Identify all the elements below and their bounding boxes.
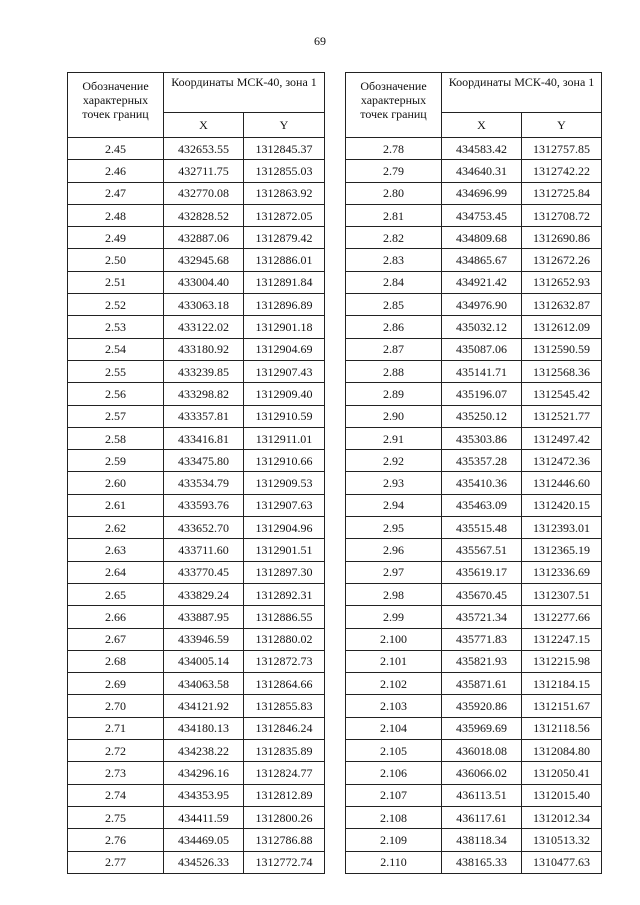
y-cell: 1312901.51 — [244, 539, 325, 561]
y-cell: 1312907.63 — [244, 494, 325, 516]
point-cell: 2.85 — [346, 294, 442, 316]
table-row — [68, 427, 325, 449]
table-row — [68, 762, 325, 784]
x-cell: 436113.51 — [442, 784, 522, 806]
x-cell: 435087.06 — [442, 338, 522, 360]
y-cell: 1312690.86 — [522, 227, 602, 249]
y-cell: 1312845.37 — [244, 138, 325, 160]
x-cell: 434353.95 — [164, 784, 244, 806]
x-cell: 433946.59 — [164, 628, 244, 650]
y-cell: 1312521.77 — [522, 405, 602, 427]
y-cell: 1312632.87 — [522, 294, 602, 316]
y-cell: 1312118.56 — [522, 717, 602, 739]
x-cell: 436018.08 — [442, 740, 522, 762]
y-cell: 1312897.30 — [244, 561, 325, 583]
point-cell: 2.57 — [68, 405, 164, 427]
point-cell: 2.104 — [346, 717, 442, 739]
point-cell: 2.92 — [346, 450, 442, 472]
y-cell: 1312590.59 — [522, 338, 602, 360]
y-cell: 1312050.41 — [522, 762, 602, 784]
x-cell: 434063.58 — [164, 673, 244, 695]
point-cell: 2.64 — [68, 561, 164, 583]
x-cell: 435771.83 — [442, 628, 522, 650]
table-row — [68, 740, 325, 762]
y-cell: 1312886.55 — [244, 606, 325, 628]
y-cell: 1312365.19 — [522, 539, 602, 561]
point-cell: 2.100 — [346, 628, 442, 650]
point-cell: 2.90 — [346, 405, 442, 427]
point-cell: 2.106 — [346, 762, 442, 784]
table-row — [68, 405, 325, 427]
y-cell: 1312612.09 — [522, 316, 602, 338]
point-cell: 2.53 — [68, 316, 164, 338]
y-cell: 1312879.42 — [244, 227, 325, 249]
y-cell: 1312672.26 — [522, 249, 602, 271]
table-row — [68, 360, 325, 382]
x-cell: 438118.34 — [442, 829, 522, 851]
table-row — [346, 182, 602, 204]
x-cell: 433357.81 — [164, 405, 244, 427]
coordinates-table-right — [345, 72, 602, 874]
x-cell: 435721.34 — [442, 606, 522, 628]
table-row — [346, 628, 602, 650]
point-cell: 2.88 — [346, 360, 442, 382]
y-cell: 1312420.15 — [522, 494, 602, 516]
x-cell: 435567.51 — [442, 539, 522, 561]
table-row — [68, 517, 325, 539]
coordinates-table-left — [67, 72, 325, 874]
y-cell: 1312084.80 — [522, 740, 602, 762]
point-cell: 2.82 — [346, 227, 442, 249]
table-row — [346, 494, 602, 516]
y-cell: 1312545.42 — [522, 383, 602, 405]
x-cell: 434121.92 — [164, 695, 244, 717]
table-row — [68, 628, 325, 650]
x-cell: 434640.31 — [442, 160, 522, 182]
table-row — [346, 762, 602, 784]
table-row — [346, 450, 602, 472]
table-row — [346, 695, 602, 717]
table-row — [346, 583, 602, 605]
y-cell: 1312896.89 — [244, 294, 325, 316]
table-row — [346, 717, 602, 739]
y-cell: 1312904.96 — [244, 517, 325, 539]
table-row — [346, 539, 602, 561]
table-row — [68, 383, 325, 405]
table-row — [68, 249, 325, 271]
table-row — [68, 494, 325, 516]
y-cell: 1312184.15 — [522, 673, 602, 695]
x-cell: 433122.02 — [164, 316, 244, 338]
y-cell: 1310513.32 — [522, 829, 602, 851]
point-cell: 2.68 — [68, 650, 164, 672]
x-cell: 432770.08 — [164, 182, 244, 204]
table-row — [68, 160, 325, 182]
x-cell: 433063.18 — [164, 294, 244, 316]
table-row — [346, 673, 602, 695]
x-cell: 435920.86 — [442, 695, 522, 717]
point-cell: 2.60 — [68, 472, 164, 494]
y-cell: 1312863.92 — [244, 182, 325, 204]
x-cell: 432887.06 — [164, 227, 244, 249]
x-cell: 433180.92 — [164, 338, 244, 360]
y-cell: 1312568.36 — [522, 360, 602, 382]
table-row — [68, 784, 325, 806]
point-cell: 2.61 — [68, 494, 164, 516]
table-row — [346, 138, 602, 160]
point-label-header: Обозначение характерных точек границ — [346, 73, 442, 138]
table-row — [346, 740, 602, 762]
x-cell: 433239.85 — [164, 360, 244, 382]
y-cell: 1312472.36 — [522, 450, 602, 472]
coordinates-group-header: Координаты МСК-40, зона 1 — [442, 73, 602, 113]
x-cell: 435619.17 — [442, 561, 522, 583]
x-cell: 436117.61 — [442, 806, 522, 828]
coordinates-group-header: Координаты МСК-40, зона 1 — [164, 73, 325, 113]
point-cell: 2.78 — [346, 138, 442, 160]
x-cell: 435357.28 — [442, 450, 522, 472]
y-cell: 1312855.03 — [244, 160, 325, 182]
point-cell: 2.52 — [68, 294, 164, 316]
point-cell: 2.107 — [346, 784, 442, 806]
x-cell: 435141.71 — [442, 360, 522, 382]
x-cell: 434238.22 — [164, 740, 244, 762]
point-cell: 2.103 — [346, 695, 442, 717]
point-cell: 2.48 — [68, 204, 164, 226]
table-row — [346, 360, 602, 382]
x-cell: 433829.24 — [164, 583, 244, 605]
x-cell: 434976.90 — [442, 294, 522, 316]
x-cell: 433534.79 — [164, 472, 244, 494]
x-cell: 432945.68 — [164, 249, 244, 271]
table-row — [68, 650, 325, 672]
table-row — [68, 673, 325, 695]
table-row — [346, 650, 602, 672]
y-cell: 1312812.89 — [244, 784, 325, 806]
table-row — [68, 695, 325, 717]
y-cell: 1312824.77 — [244, 762, 325, 784]
table-row — [346, 383, 602, 405]
x-cell: 433593.76 — [164, 494, 244, 516]
x-cell: 434865.67 — [442, 249, 522, 271]
table-row — [346, 606, 602, 628]
x-cell: 432711.75 — [164, 160, 244, 182]
y-cell: 1312800.26 — [244, 806, 325, 828]
point-cell: 2.97 — [346, 561, 442, 583]
point-cell: 2.93 — [346, 472, 442, 494]
point-cell: 2.102 — [346, 673, 442, 695]
table-row — [68, 204, 325, 226]
point-cell: 2.71 — [68, 717, 164, 739]
point-cell: 2.67 — [68, 628, 164, 650]
x-cell: 434469.05 — [164, 829, 244, 851]
point-cell: 2.62 — [68, 517, 164, 539]
y-cell: 1312892.31 — [244, 583, 325, 605]
x-cell: 434921.42 — [442, 271, 522, 293]
point-cell: 2.109 — [346, 829, 442, 851]
y-cell: 1312835.89 — [244, 740, 325, 762]
y-cell: 1312652.93 — [522, 271, 602, 293]
table-row — [68, 717, 325, 739]
x-cell: 435303.86 — [442, 427, 522, 449]
x-cell: 438165.33 — [442, 851, 522, 873]
point-cell: 2.55 — [68, 360, 164, 382]
point-cell: 2.96 — [346, 539, 442, 561]
point-cell: 2.73 — [68, 762, 164, 784]
y-cell: 1312393.01 — [522, 517, 602, 539]
x-cell: 433475.80 — [164, 450, 244, 472]
point-cell: 2.95 — [346, 517, 442, 539]
point-cell: 2.87 — [346, 338, 442, 360]
table-row — [68, 561, 325, 583]
x-cell: 434180.13 — [164, 717, 244, 739]
x-cell: 434526.33 — [164, 851, 244, 873]
y-column-header: Y — [244, 113, 325, 138]
point-cell: 2.75 — [68, 806, 164, 828]
x-column-header: X — [442, 113, 522, 138]
point-cell: 2.81 — [346, 204, 442, 226]
point-cell: 2.54 — [68, 338, 164, 360]
point-cell: 2.50 — [68, 249, 164, 271]
y-cell: 1312909.40 — [244, 383, 325, 405]
table-row — [346, 227, 602, 249]
y-cell: 1312872.73 — [244, 650, 325, 672]
table-row — [68, 539, 325, 561]
point-cell: 2.99 — [346, 606, 442, 628]
point-cell: 2.45 — [68, 138, 164, 160]
point-cell: 2.49 — [68, 227, 164, 249]
x-cell: 433004.40 — [164, 271, 244, 293]
point-cell: 2.47 — [68, 182, 164, 204]
point-cell: 2.72 — [68, 740, 164, 762]
point-cell: 2.56 — [68, 383, 164, 405]
y-cell: 1312772.74 — [244, 851, 325, 873]
x-cell: 435515.48 — [442, 517, 522, 539]
x-cell: 435670.45 — [442, 583, 522, 605]
y-cell: 1312497.42 — [522, 427, 602, 449]
y-cell: 1312336.69 — [522, 561, 602, 583]
x-cell: 433770.45 — [164, 561, 244, 583]
table-row — [68, 227, 325, 249]
point-cell: 2.74 — [68, 784, 164, 806]
table-row — [68, 138, 325, 160]
table-row — [68, 271, 325, 293]
x-cell: 435871.61 — [442, 673, 522, 695]
table-row — [68, 472, 325, 494]
y-cell: 1312901.18 — [244, 316, 325, 338]
point-cell: 2.59 — [68, 450, 164, 472]
point-cell: 2.110 — [346, 851, 442, 873]
point-cell: 2.94 — [346, 494, 442, 516]
y-cell: 1312910.59 — [244, 405, 325, 427]
x-cell: 432653.55 — [164, 138, 244, 160]
table-row — [68, 851, 325, 873]
x-cell: 433711.60 — [164, 539, 244, 561]
x-cell: 434753.45 — [442, 204, 522, 226]
y-cell: 1312757.85 — [522, 138, 602, 160]
y-cell: 1312880.02 — [244, 628, 325, 650]
table-row — [68, 806, 325, 828]
point-cell: 2.79 — [346, 160, 442, 182]
y-cell: 1312446.60 — [522, 472, 602, 494]
point-cell: 2.86 — [346, 316, 442, 338]
y-cell: 1312855.83 — [244, 695, 325, 717]
y-cell: 1310477.63 — [522, 851, 602, 873]
point-cell: 2.84 — [346, 271, 442, 293]
table-row — [346, 427, 602, 449]
point-cell: 2.91 — [346, 427, 442, 449]
point-cell: 2.89 — [346, 383, 442, 405]
y-cell: 1312846.24 — [244, 717, 325, 739]
point-cell: 2.105 — [346, 740, 442, 762]
x-cell: 435032.12 — [442, 316, 522, 338]
x-cell: 434583.42 — [442, 138, 522, 160]
y-cell: 1312786.88 — [244, 829, 325, 851]
table-row — [346, 472, 602, 494]
x-cell: 435463.09 — [442, 494, 522, 516]
point-cell: 2.66 — [68, 606, 164, 628]
x-cell: 433298.82 — [164, 383, 244, 405]
point-cell: 2.69 — [68, 673, 164, 695]
point-cell: 2.58 — [68, 427, 164, 449]
y-column-header: Y — [522, 113, 602, 138]
point-cell: 2.65 — [68, 583, 164, 605]
table-row — [346, 294, 602, 316]
y-cell: 1312015.40 — [522, 784, 602, 806]
y-cell: 1312708.72 — [522, 204, 602, 226]
table-row — [346, 160, 602, 182]
point-cell: 2.80 — [346, 182, 442, 204]
y-cell: 1312307.51 — [522, 583, 602, 605]
x-cell: 435250.12 — [442, 405, 522, 427]
y-cell: 1312277.66 — [522, 606, 602, 628]
table-row — [346, 851, 602, 873]
x-cell: 433416.81 — [164, 427, 244, 449]
y-cell: 1312910.66 — [244, 450, 325, 472]
y-cell: 1312872.05 — [244, 204, 325, 226]
x-cell: 434696.99 — [442, 182, 522, 204]
point-cell: 2.83 — [346, 249, 442, 271]
y-cell: 1312151.67 — [522, 695, 602, 717]
table-row — [68, 316, 325, 338]
table-row — [68, 450, 325, 472]
table-row — [346, 338, 602, 360]
y-cell: 1312909.53 — [244, 472, 325, 494]
table-row — [346, 829, 602, 851]
point-cell: 2.46 — [68, 160, 164, 182]
y-cell: 1312886.01 — [244, 249, 325, 271]
x-cell: 436066.02 — [442, 762, 522, 784]
x-cell: 433887.95 — [164, 606, 244, 628]
table-row — [346, 561, 602, 583]
table-row — [68, 829, 325, 851]
x-cell: 432828.52 — [164, 204, 244, 226]
table-row — [68, 338, 325, 360]
table-row — [68, 294, 325, 316]
table-row — [346, 204, 602, 226]
y-cell: 1312904.69 — [244, 338, 325, 360]
point-cell: 2.77 — [68, 851, 164, 873]
table-row — [68, 606, 325, 628]
point-cell: 2.63 — [68, 539, 164, 561]
x-cell: 434809.68 — [442, 227, 522, 249]
x-cell: 434411.59 — [164, 806, 244, 828]
point-cell: 2.70 — [68, 695, 164, 717]
page-number: 69 — [314, 34, 326, 48]
table-row — [68, 583, 325, 605]
point-cell: 2.101 — [346, 650, 442, 672]
table-row — [346, 784, 602, 806]
x-cell: 435969.69 — [442, 717, 522, 739]
x-cell: 435196.07 — [442, 383, 522, 405]
x-cell: 435821.93 — [442, 650, 522, 672]
y-cell: 1312247.15 — [522, 628, 602, 650]
x-column-header: X — [164, 113, 244, 138]
y-cell: 1312864.66 — [244, 673, 325, 695]
table-row — [346, 517, 602, 539]
y-cell: 1312907.43 — [244, 360, 325, 382]
x-cell: 433652.70 — [164, 517, 244, 539]
table-row — [346, 271, 602, 293]
point-cell: 2.76 — [68, 829, 164, 851]
point-label-header: Обозначение характерных точек границ — [68, 73, 164, 138]
y-cell: 1312012.34 — [522, 806, 602, 828]
y-cell: 1312911.01 — [244, 427, 325, 449]
y-cell: 1312742.22 — [522, 160, 602, 182]
y-cell: 1312215.98 — [522, 650, 602, 672]
y-cell: 1312891.84 — [244, 271, 325, 293]
table-row — [346, 316, 602, 338]
y-cell: 1312725.84 — [522, 182, 602, 204]
x-cell: 434005.14 — [164, 650, 244, 672]
table-row — [68, 182, 325, 204]
point-cell: 2.98 — [346, 583, 442, 605]
point-cell: 2.108 — [346, 806, 442, 828]
table-row — [346, 249, 602, 271]
table-row — [346, 806, 602, 828]
point-cell: 2.51 — [68, 271, 164, 293]
x-cell: 435410.36 — [442, 472, 522, 494]
x-cell: 434296.16 — [164, 762, 244, 784]
table-row — [346, 405, 602, 427]
